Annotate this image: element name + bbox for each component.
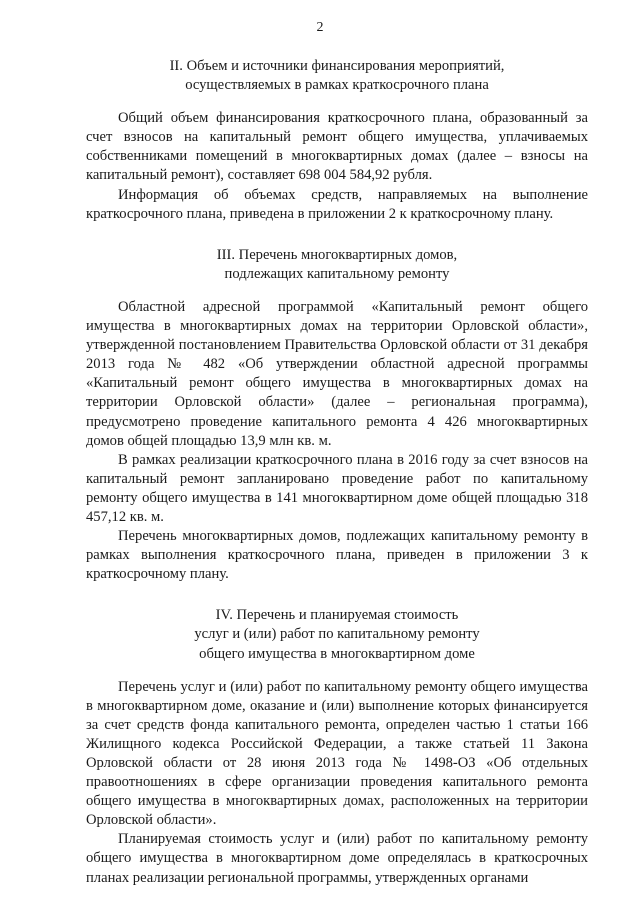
section-3-paragraph-1: Областной адресной программой «Капитальный ремонт общего имущества в многоквартирных домах на территории Орловской области», утвержденной постановлением Правительства Орловской области от 31 декабря 2013 года № 482 «Об утверждении областной адресной программы «Капитальный ремонт общего имущества в многоквартирных домах на территории Орловской области» (далее – региональная программа), предусмотрено проведение капитального ремонта 4 426 многоквартирных домов общей площадью 13,9 млн кв. м. [86, 298, 588, 449]
section-3-paragraph-3: Перечень многоквартирных домов, подлежащих капитальному ремонту в рамках выполнения краткосрочного плана, приведен в приложении 3 к краткосрочному плану. [86, 528, 588, 583]
section-3-heading-line-1: III. Перечень многоквартирных домов, [216, 246, 458, 263]
section-4-paragraph-1: Перечень услуг и (или) работ по капитальному ремонту общего имущества в многоквартирном доме, оказание и (или) выполнение которых финансируется за счет средств фонда капитального ремонта, определен частью 1 статьи 166 Жилищного кодекса Российской Федерации, а также статьей 11 Закона Орловской области от 28 июня 2013 года № 1498-ОЗ «Об отдельных правоотношениях в сфере организации проведения капитального ремонта общего имущества в многоквартирных домах, расположенных на территории Орловской области». [86, 678, 588, 829]
document-body [86, 57, 588, 888]
section-3 [86, 246, 588, 585]
section-4-heading-line-1: IV. Перечень и планируемая стоимость [215, 607, 459, 624]
section-2-paragraph-1: Общий объем финансирования краткосрочного плана, образованный за счет взносов на капитальный ремонт общего имущества, уплачиваемых собственниками помещений в многоквартирных домах (далее – взносы на капитальный ремонт), составляет 698 004 584,92 рубля. [86, 110, 588, 184]
section-2-heading-line-1: II. Объем и источники финансирования мероприятий, [169, 58, 505, 74]
section-2-paragraph-2: Информация об объемах средств, направляемых на выполнение краткосрочного плана, приведена в приложении 2 к краткосрочному плану. [86, 186, 588, 222]
page-number: 2 [316, 20, 324, 35]
section-4-heading-line-2: услуг и (или) работ по капитальному ремонту [194, 626, 480, 643]
section-4-heading-line-3: общего имущества в многоквартирном доме [199, 645, 475, 662]
section-4 [86, 606, 588, 887]
section-3-heading-line-2: подлежащих капитальному ремонту [224, 265, 450, 282]
section-2-heading-line-2: осуществляемых в рамках краткосрочного плана [185, 77, 489, 94]
section-4-paragraph-2: Планируемая стоимость услуг и (или) работ по капитальному ремонту общего имущества в многоквартирном доме определялась в краткосрочных планах реализации региональной программы, утвержденных органами [86, 831, 588, 886]
section-2 [86, 57, 588, 224]
section-3-paragraph-2: В рамках реализации краткосрочного плана в 2016 году за счет взносов на капитальный ремонт запланировано проведение работ по капитальному ремонту общего имущества в 141 многоквартирном доме общей площадью 318 457,12 кв. м. [86, 451, 588, 525]
